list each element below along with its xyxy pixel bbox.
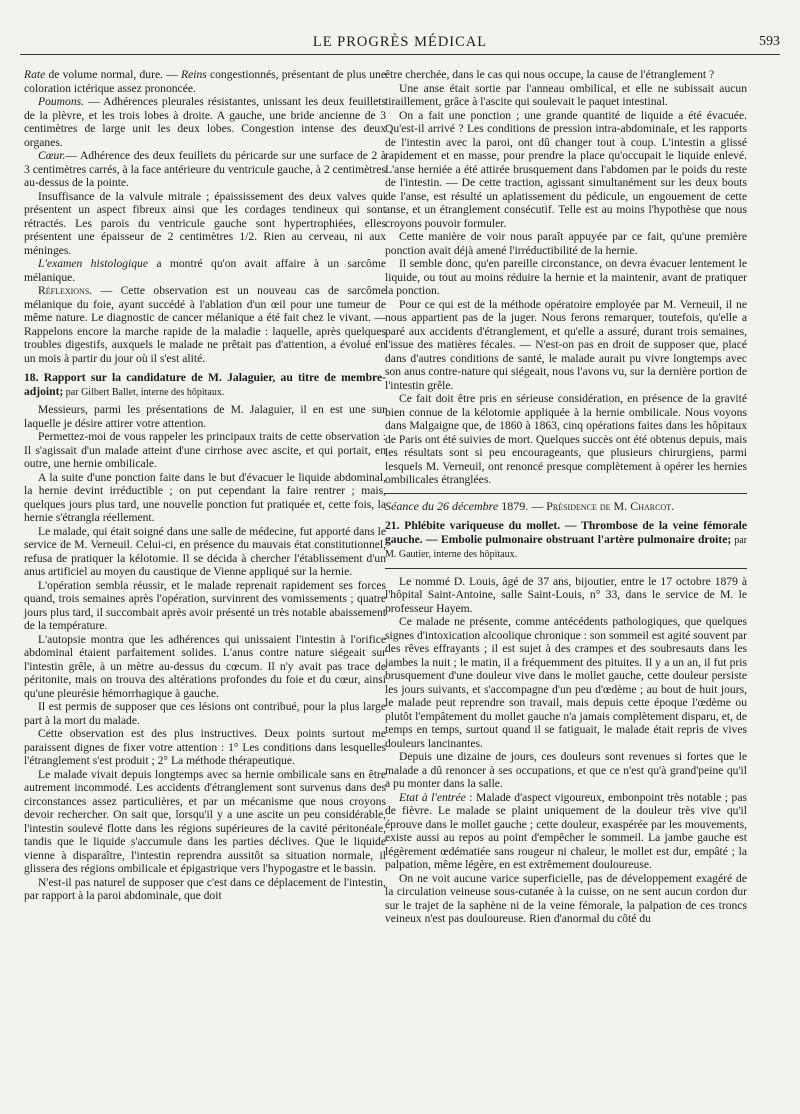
organ-label: Cœur. xyxy=(38,149,66,162)
section-label: Etat à l'entrée xyxy=(399,790,466,804)
paragraph-text: — Cette observation est un nouveau cas de sarcôme mélanique du foie, ayant succédé à l'ablation d'un œil pour une tumeur de même nature. Le diagnostic de cancer mélanique a été fait chez le vivant. — Rappelons encore la marche rapide de la maladie : laquelle, après quelques troubles digestifs, auxquels le malade ne prêtait pas d'attention, a évolué en un mois à partir du jour où il s'est alité. xyxy=(24,284,386,365)
paragraph: Ce malade ne présente, comme antécédents pathologiques, que quelques signes d'intoxication alcoolique chronique : son sommeil est agité souvent par des rêves effrayants ; il est sujet à des crampes et des soubresauts dans les jambes la nuit ; le matin, il a fréquemment des pituites. Il y a un an, il fut pris brusquement d'une douleur vive dans le mollet gauche, cette douleur persiste les jours suivants, et s'accompagne d'un peu d'œdème ; au bout de huit jours, le malade peut reprendre son travail, mais depuis cette époque l'œdème ou plutôt l'empâtement du mollet gauche n'a jamais complètement disparu, et, de temps en temps, surtout quand il se fatiguait, le malade était repris de vives douleurs lancinantes. xyxy=(385,615,747,750)
paragraph: Messieurs, parmi les présentations de M. Jalaguier, il en est une sur laquelle je désire attirer votre attention. xyxy=(24,403,386,430)
paragraph: A la suite d'une ponction faite dans le but d'évacuer le liquide abdominal, la hernie devint irréductible ; on put cependant la faire rentrer ; mais, quelques jours plus tard, une nouvelle ponction fut pratiquée et, cette fois, la hernie s'étrangla réellement. xyxy=(24,470,386,524)
paragraph-text: : Malade d'aspect vigoureux, embonpoint très notable ; pas de fièvre. Le malade se plaint uniquement de la douleur très vive qu'il éprouve dans le mollet gauche ; cette douleur, exaspérée par les mouvements, existe aussi au repos au point d'empêcher le sommeil. La jambe gauche est légèrement œdématiée sans rougeur ni chaleur, le mollet est dur, empâté ; la palpation, même légère, en est extrêmement douloureuse. xyxy=(385,790,747,871)
paragraph: Pour ce qui est de la méthode opératoire employée par M. Verneuil, il ne nous appartient pas de la juger. Nous ferons remarquer, toutefois, qu'elle a paré aux accidents d'étranglement, et qu'elle a assuré, durant trois semaines, l'issue des matières fécales. — N'est-on pas en droit de supposer que, placé dans d'autres conditions de santé, le malade aurait pu vivre longtemps avec son anus contre-nature qui siégeait, nous l'avons vu, sur la dernière portion de l'intestin grêle. xyxy=(385,297,747,392)
session-line xyxy=(385,500,747,514)
paragraph: Permettez-moi de vous rappeler les principaux traits de cette observation : Il s'agissait d'un malade atteint d'une cirrhose avec ascite, et qui portait, en outre, une hernie ombilicale. xyxy=(24,430,386,470)
paragraph: N'est-il pas naturel de supposer que c'est dans ce déplacement de l'intestin, par rapport à la paroi abdominale, que doit xyxy=(24,875,386,902)
paragraph xyxy=(24,95,386,149)
session-date: Séance du 26 décembre xyxy=(385,498,499,513)
paragraph: Le nommé D. Louis, âgé de 37 ans, bijoutier, entre le 17 octobre 1879 à l'hôpital Saint-Antoine, salle Saint-Louis, n° 33, dans le service de M. le professeur Hayem. xyxy=(385,574,747,615)
article-heading xyxy=(24,371,386,399)
section-label: Réflexions. xyxy=(38,284,93,297)
article-title: 21. Phlébite variqueuse du mollet. — Thrombose de la veine fémorale gauche. — Embolie pulmonaire obstruant l'artère pulmonaire droite; xyxy=(385,519,747,546)
paragraph xyxy=(24,284,386,365)
journal-title: LE PROGRÈS MÉDICAL xyxy=(312,34,488,50)
paragraph: Le malade vivait depuis longtemps avec sa hernie ombilicale sans en être autrement incommodé. Les accidents d'étranglement sont survenus dans des circonstances assez particulières, et par un mécanisme que nous croyons devoir rechercher. On sait que, lorsqu'il y a une ascite un peu considérable, l'intestin soulevé flotte dans les régions supérieures de la cavité péritonéale, tandis que le liquide s'accumule dans les parties déclives. Que le liquide vienne à disparaître, l'intestin reprendra aussitôt sa situation normale, il glissera des régions ombilicale et épigastrique vers l'hypogastre et le bassin. xyxy=(24,767,386,875)
paragraph: Il semble donc, qu'en pareille circonstance, on devra évacuer lentement le liquide, ou tout au moins réduire la hernie et la maintenir, avant de pratiquer la ponction. xyxy=(385,257,747,297)
paragraph: Cette observation est des plus instructives. Deux points surtout me paraissent dignes de fixer votre attention : 1° Les conditions dans lesquelles l'étranglement s'est produit ; 2° La méthode thérapeutique. xyxy=(24,727,386,767)
section-label: L'examen histologique xyxy=(38,257,149,270)
paragraph: Le malade, qui était soigné dans une salle de médecine, fut apporté dans le service de M. Verneuil. Celui-ci, en présence du mauvais état constitutionnel, refusa de pratiquer la kélotomie. Il se décida à chercher l'établissement d'un anus artificiel au moyen du caustique de Vienne appliqué sur la hernie. xyxy=(24,524,386,578)
article-author: par M. Gautier, interne des hôpitaux. xyxy=(385,534,747,560)
paragraph-text: — Adhérence des deux feuillets du péricarde sur une surface de 2 à 3 centimètres carrés, à la face antérieure du ventricule gauche, à 2 centimètres au-dessus de la pointe. xyxy=(24,149,386,189)
article-title: 18. Rapport sur la candidature de M. Jalaguier, au titre de membre-adjoint; xyxy=(24,371,386,398)
paragraph xyxy=(385,791,747,872)
page-number: 593 xyxy=(759,34,780,49)
organ-label: Reins xyxy=(181,68,207,81)
article-author: par Gilbert Ballet, interne des hôpitaux. xyxy=(63,386,225,398)
paragraph-text: de volume normal, dure. — xyxy=(45,68,181,81)
organ-label: Poumons. xyxy=(38,95,85,108)
organ-label: Rate xyxy=(24,68,46,81)
running-header xyxy=(20,30,780,55)
paragraph: On a fait une ponction ; une grande quantité de liquide a été évacuée. Qu'est-il arrivé ? Les conditions de pression intra-abdominale, et les rapports de l'intestin avec la paroi, ont dû changer tout à coup. L'intestin a glissé rapidement et en masse, pour prendre la place qu'occupait le liquide enlevé. L'anse herniée a été attirée brusquement dans l'abdomen par le poids du reste de l'intestin. — De cette traction, agissant simultanément sur les deux bouts de l'anse, est résulté un aplatissement du pédicule, un engouement de cette anse, et un étranglement consécutif. Telle est au moins l'hypothèse que nous croyons pouvoir formuler. xyxy=(385,108,747,230)
paragraph: Depuis une dizaine de jours, ces douleurs sont revenues si fortes que le malade a dû renoncer à ses occupations, et que ce n'est qu'à grand'peine qu'il a pu monter dans la salle. xyxy=(385,750,747,790)
paragraph: être cherchée, dans le cas qui nous occupe, la cause de l'étranglement ? xyxy=(385,68,715,81)
paragraph xyxy=(24,257,386,284)
section-divider xyxy=(385,493,747,494)
article-heading xyxy=(385,519,747,562)
session-president: 1879. — Présidence de M. Charcot. xyxy=(498,498,675,513)
paragraph-text: — Adhérences pleurales résistantes, unissant les deux feuillets de la plèvre, et les trois lobes à droite. A gauche, une bride ancienne de 3 centimètres de large unit les deux lobes. Congestion intense des deux organes. xyxy=(24,95,386,149)
paragraph xyxy=(24,149,386,190)
right-column xyxy=(385,68,747,926)
left-column xyxy=(24,68,386,903)
paragraph: Une anse était sortie par l'anneau ombilical, et elle ne subissait aucun tiraillement, grâce à l'ascite qui soulevait le paquet intestinal. xyxy=(385,81,747,108)
paragraph: Insuffisance de la valvule mitrale ; épaississement des deux valves qui présentent un aspect fibreux ainsi que les cordages tendineux qui sont rétractés. Les parois du ventricule gauche sont hypertrophiées, elles présentent une épaisseur de 2 centimètres 1/2. Rien au cerveau, ni aux méninges. xyxy=(24,189,386,257)
paragraph xyxy=(24,68,386,95)
paragraph-text: a montré qu'on avait affaire à un sarcôme mélanique. xyxy=(24,257,386,284)
paragraph: Il est permis de supposer que ces lésions ont contribué, pour la plus large part à la mort du malade. xyxy=(24,700,386,727)
paragraph: L'autopsie montra que les adhérences qui unissaient l'intestin à l'orifice abdominal étaient parfaitement solides. L'anus contre nature siégeait sur l'intestin grêle, à un mètre au-dessus du cœcum. Il n'y avait pas trace de péritonite, mais on trouva des altérations profondes du foie et du cœur, ainsi qu'une pleurésie hémorrhagique à gauche. xyxy=(24,632,386,700)
paragraph: On ne voit aucune varice superficielle, pas de développement exagéré de la circulation veineuse sous-cutanée à la cuisse, on ne sent aucun cordon dur sur le trajet de la saphène ni de la veine fémorale, la palpation de ces troncs veineux n'est pas douloureuse. Rien d'anormal du côté du xyxy=(385,871,747,925)
paragraph-text: congestionnés, présentant de plus une coloration ictérique assez prononcée. xyxy=(24,68,386,95)
section-divider xyxy=(385,568,747,569)
paragraph: Cette manière de voir nous paraît appuyée par ce fait, qu'une première ponction avait déjà amené l'irréductibilité de la hernie. xyxy=(385,230,747,257)
paragraph: Ce fait doit être pris en sérieuse considération, en présence de la gravité bien connue de la kélotomie appliquée à la hernie ombilicale. Nous voyons dans Malgaigne que, de 1860 à 1863, cinq opérations faites dans les hôpitaux de Paris ont été suivies de mort. Quelques succès ont été obtenus depuis, mais les résultats sont si peu encourageants, que plusieurs chirurgiens, parmi lesquels M. Verneuil, ont renoncé presque complètement à opérer les hernies ombilicales étranglées. xyxy=(385,392,747,486)
paragraph: L'opération sembla réussir, et le malade reprenait rapidement ses forces quand, trois semaines après l'opération, survinrent des vomissements ; quatre jours plus tard, il succombait après avoir présenté un très notable abaissement de la température. xyxy=(24,578,386,632)
